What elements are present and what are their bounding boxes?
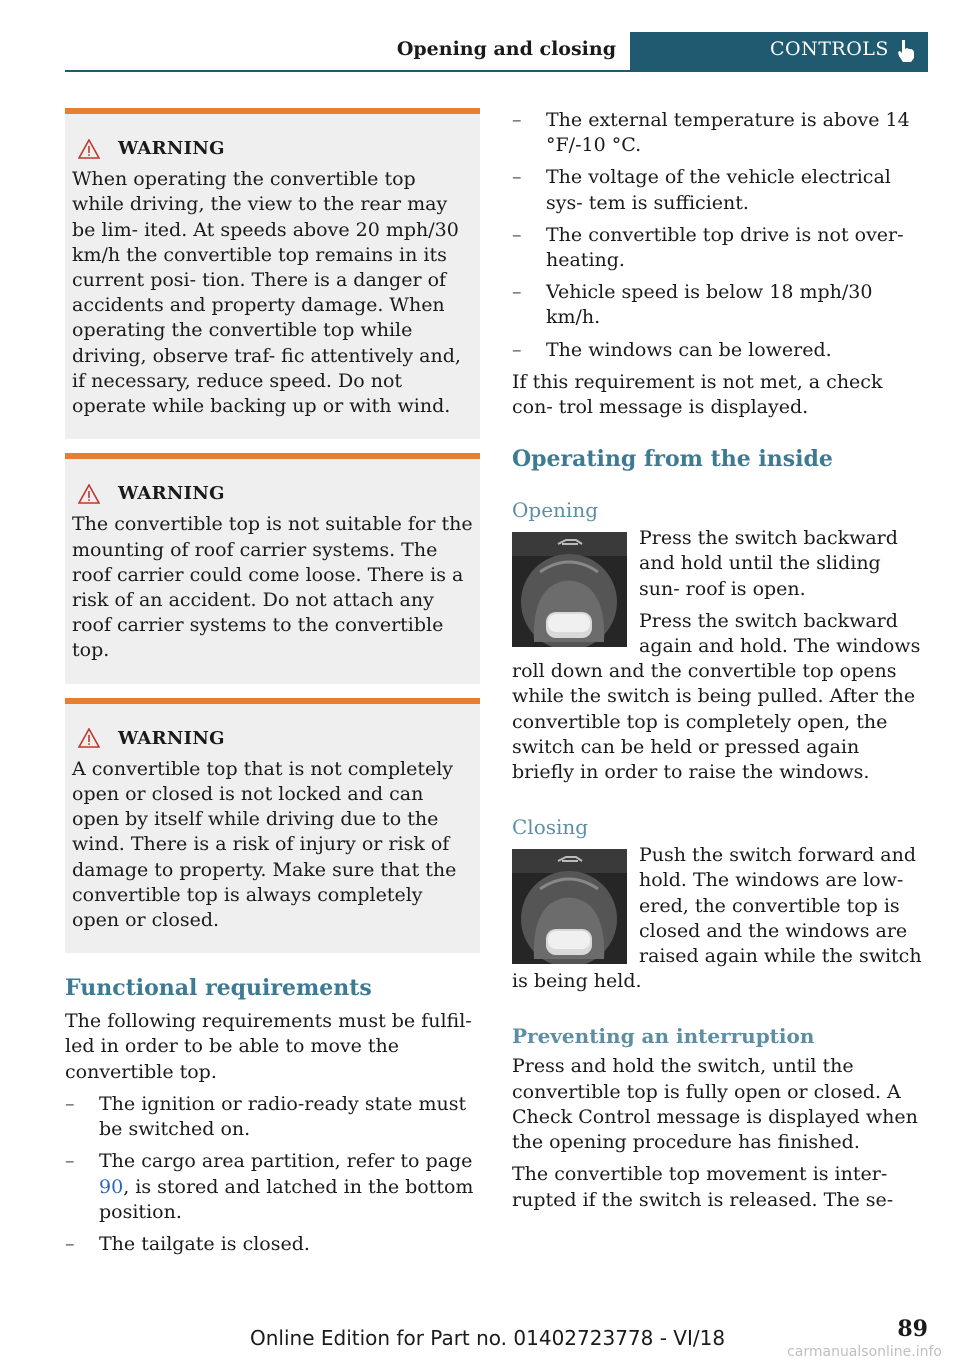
cargo-text-before: The cargo area partition, refer to page: [99, 1150, 473, 1173]
switch-backward-figure: [512, 532, 627, 647]
right-column: [512, 108, 926, 1220]
warning-text: When operating the convertible top while driving, the view to the rear may be lim- ited. At speeds above 20 mph/30 km/h the convertible top remains in its current posi- tion. There is a danger of accidents and property damage. When operating the convertible top while driving, observe traf- fic attentively and, if necessary, reduce speed. Do not operate while backing up or with wind.: [72, 168, 461, 418]
list-item: – The tailgate is closed.: [65, 1232, 480, 1257]
warning-header: [72, 481, 473, 506]
interruption-heading: Preventing an interruption: [512, 1024, 815, 1049]
warning-text: A convertible top that is not completely open or closed is not locked and can open by itself while driving due to the wind. There is a risk of injury or risk of damage to property. Make sure that the convertible top is always completely open or closed.: [72, 757, 457, 932]
requirements-list-left: [65, 1092, 480, 1257]
cargo-text-after: , is stored and latched in the bottom position.: [99, 1175, 474, 1223]
edition-text: Online Edition for Part no. 01402723778 - VI/18: [250, 1326, 726, 1350]
warning-header: [72, 136, 473, 161]
page-footer: [0, 1316, 960, 1360]
warning-triangle-icon: [78, 484, 100, 504]
warning-box: [65, 453, 480, 683]
requirement-not-met-text: If this requirement is not met, a check con- trol message is displayed.: [512, 370, 883, 419]
list-item: [65, 1149, 480, 1225]
hand-pointer-icon: [894, 38, 918, 64]
list-item: – The voltage of the vehicle electrical sys- tem is sufficient.: [512, 165, 926, 215]
list-item: – Vehicle speed is below 18 mph/30 km/h.: [512, 280, 926, 330]
page-link[interactable]: 90: [99, 1175, 124, 1198]
interruption-text-1: Press and hold the switch, until the convertible top is fully open or closed. A Check Control message is displayed when the opening procedure has finished.: [512, 1055, 918, 1154]
left-column: [65, 108, 480, 1264]
section-title: Opening and closing: [396, 38, 616, 60]
list-item: – The ignition or radio-ready state must be switched on.: [65, 1092, 480, 1142]
closing-heading: Closing: [512, 815, 589, 840]
warning-title: WARNING: [118, 727, 225, 749]
warning-title: WARNING: [118, 138, 225, 159]
page-header: [65, 32, 928, 72]
closing-step-1: Push the switch forward and hold. The windows are low- ered, the convertible top is closed and the windows are raised again while the switch is being held.: [512, 844, 922, 993]
page-number: 89: [897, 1316, 928, 1342]
warning-triangle-icon: [78, 728, 100, 748]
requirements-list-right: [512, 108, 926, 363]
opening-heading: Opening: [512, 498, 598, 523]
warning-triangle-icon: [78, 139, 100, 159]
opening-section: [512, 526, 926, 815]
interruption-text-2: The convertible top movement is inter- rupted if the switch is released. The se-: [512, 1163, 894, 1211]
opening-step-2: Press the switch backward again and hold. The windows roll down and the convertible top opens while the switch is being pulled. After the convertible top is completely open, the switch can be held or pressed again briefly in order to raise the windows.: [512, 609, 921, 784]
convertible-switch-icon: [512, 532, 627, 647]
warning-box: [65, 698, 480, 954]
warning-title: WARNING: [118, 483, 225, 505]
convertible-switch-icon: [512, 849, 627, 964]
operating-inside-heading: Operating from the inside: [512, 446, 833, 473]
warning-box: [65, 108, 480, 439]
warning-header: [72, 726, 473, 751]
chapter-label: CONTROLS: [770, 38, 889, 60]
functional-intro: The following requirements must be fulfil- led in order to be able to move the convertible top.: [65, 1010, 472, 1083]
list-item: – The external temperature is above 14 °F/-10 °C.: [512, 108, 926, 158]
list-item: – The convertible top drive is not over- heating.: [512, 223, 926, 273]
chapter-tab: [630, 32, 928, 70]
switch-forward-figure: [512, 849, 627, 964]
list-item: – The windows can be lowered.: [512, 338, 926, 363]
closing-section: [512, 843, 926, 1024]
opening-step-1: Press the switch backward and hold until the sliding sun- roof is open.: [639, 527, 898, 600]
functional-requirements-heading: Functional requirements: [65, 975, 372, 1002]
warning-text: The convertible top is not suitable for the mounting of roof carrier systems. The roof carrier could come loose. There is a risk of an accident. Do not attach any roof carrier systems to the convertible top.: [72, 513, 473, 662]
watermark: carmanualsonline.info: [787, 1344, 942, 1360]
